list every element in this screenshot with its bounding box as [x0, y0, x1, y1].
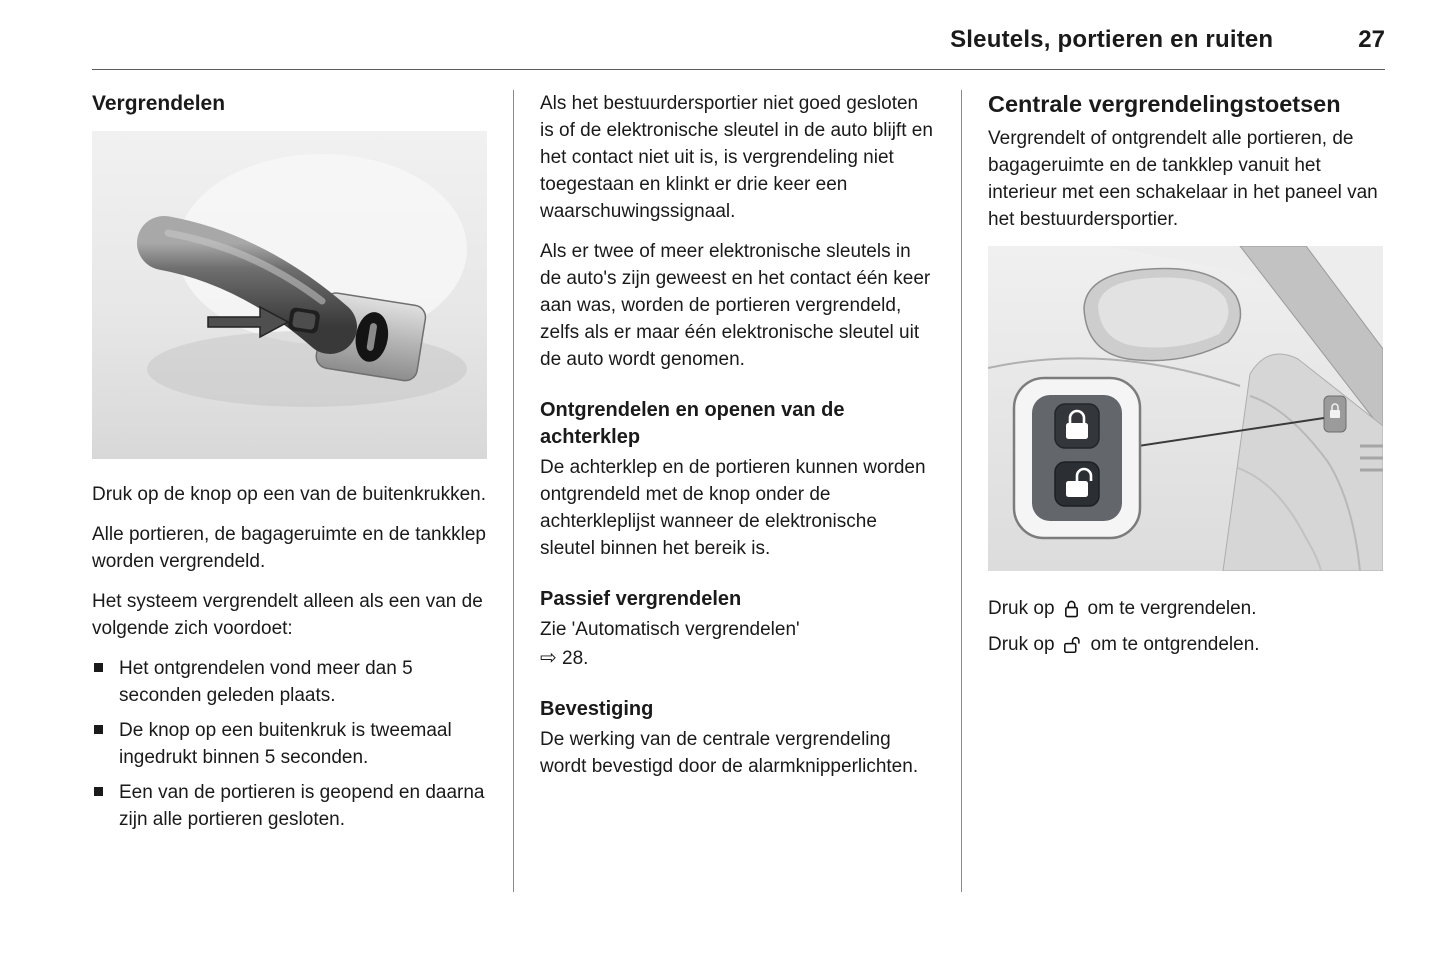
unlock-instruction-prefix: Druk op — [988, 634, 1055, 655]
paragraph-system-locks: Het systeem vergrendelt alleen als een van de volgende zich voordoet: — [92, 591, 483, 639]
list-item — [92, 655, 487, 709]
square-bullet-icon — [94, 787, 103, 796]
side-mirror — [1084, 268, 1241, 360]
paragraph-all-locked: Alle portieren, de bagageruimte en de tankklep worden vergrendeld. — [92, 524, 486, 572]
list-item — [92, 779, 487, 833]
column-middle — [540, 90, 935, 892]
reference-arrow-icon: ⇨ — [540, 647, 557, 669]
switch-unlock-button — [1055, 462, 1099, 506]
lock-instruction — [988, 595, 1383, 622]
paragraph-warning-signal: Als het bestuurdersportier niet goed gesloten is of de elektronische sleutel in de auto blijft en het contact niet uit is, is vergrendeling niet toegestaan en klinkt er drie keer een waarschuwingssignaal. — [540, 93, 933, 222]
paragraph-two-keys: Als er twee of meer elektronische sleutels in de auto's zijn geweest en het contact één keer aan was, worden de portieren vergrendeld, zelfs als er maar één elektronische sleutel uit de auto wordt genomen. — [540, 241, 931, 370]
page-header — [92, 26, 1385, 54]
square-bullet-icon — [94, 663, 103, 672]
column-divider — [513, 90, 514, 892]
list-item-text: De knop op een buitenkruk is tweemaal ingedrukt binnen 5 seconden. — [119, 720, 452, 768]
heading-bevestiging: Bevestiging — [540, 698, 654, 720]
handle-lock-button — [287, 307, 320, 334]
paragraph-press-button: Druk op de knop op een van de buitenkrukken. — [92, 484, 486, 505]
lock-open-icon — [1063, 635, 1083, 654]
square-bullet-icon — [94, 725, 103, 734]
page-number: 27 — [1358, 26, 1385, 53]
heading-centrale-vergrendelingstoetsen: Centrale vergrendelingstoetsen — [988, 91, 1341, 117]
heading-vergrendelen: Vergrendelen — [92, 92, 226, 115]
paragraph-passief: Zie 'Automatisch vergrendelen' — [540, 619, 800, 640]
heading-ontgrendelen-achterklep: Ontgrendelen en openen van de achterklep — [540, 399, 845, 448]
list-item-text: Het ontgrendelen vond meer dan 5 seconden geleden plaats. — [119, 658, 413, 706]
page-reference — [540, 645, 935, 672]
lock-instruction-suffix: om te vergrendelen. — [1087, 598, 1257, 619]
heading-passief-vergrendelen: Passief vergrendelen — [540, 588, 742, 610]
list-item-text: Een van de portieren is geopend en daarna zijn alle portieren gesloten. — [119, 782, 485, 830]
locking-switch-panel — [1014, 378, 1140, 538]
list-item — [92, 717, 487, 771]
paragraph-central-locking-intro: Vergrendelt of ontgrendelt alle portieren, de bagageruimte en de tankklep vanuit het interieur met een schakelaar in het paneel van het bestuurdersportier. — [988, 128, 1378, 230]
locking-conditions-list — [92, 655, 487, 833]
header-rule — [92, 69, 1385, 70]
door-handle-illustration — [92, 131, 487, 459]
paragraph-achterklep: De achterklep en de portieren kunnen worden ontgrendeld met de knop onder de achterkleplijst wanneer de elektronische sleutel binnen het bereik is. — [540, 457, 926, 559]
column-divider — [961, 90, 962, 892]
interior-switch-illustration — [988, 246, 1383, 571]
door-handle-figure — [92, 131, 487, 459]
content-columns — [92, 90, 1385, 892]
door-lock-switch — [1324, 396, 1346, 432]
paragraph-bevestiging: De werking van de centrale vergrendeling wordt bevestigd door de alarmknipperlichten. — [540, 729, 919, 777]
lock-instruction-prefix: Druk op — [988, 598, 1055, 619]
lock-closed-icon — [1063, 599, 1080, 618]
switch-lock-button — [1055, 404, 1099, 448]
column-vergrendelen — [92, 90, 487, 892]
reference-page-number: 28. — [562, 648, 589, 669]
column-central-locking — [988, 90, 1383, 892]
unlock-instruction — [988, 631, 1383, 658]
chapter-title: Sleutels, portieren en ruiten — [950, 26, 1274, 53]
central-locking-switch-figure — [988, 246, 1383, 571]
unlock-instruction-suffix: om te ontgrendelen. — [1090, 634, 1260, 655]
